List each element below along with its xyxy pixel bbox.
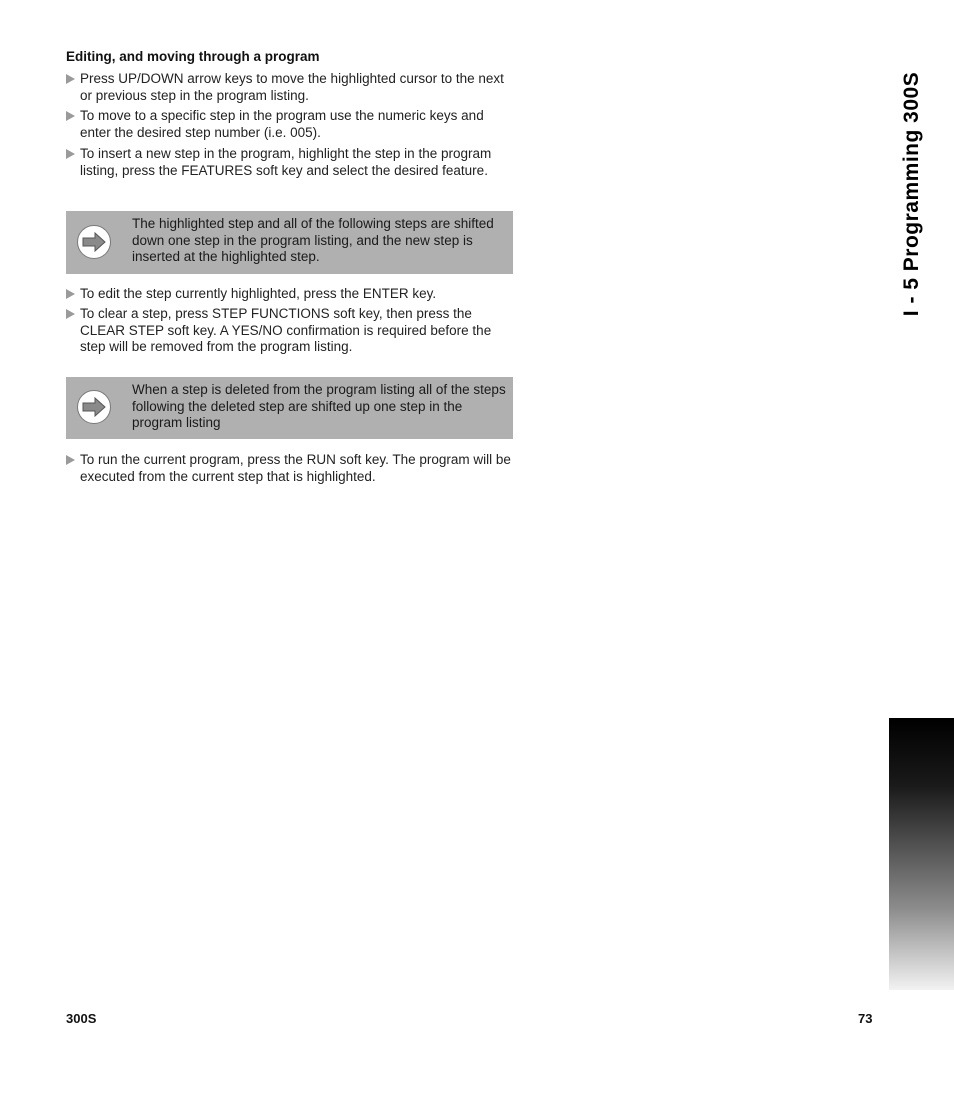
triangle-bullet-icon [66,289,75,299]
list-item: To edit the step currently highlighted, press the ENTER key. [66,286,516,303]
note-text: The highlighted step and all of the following steps are shifted down one step in the program listing, and the new step is inserted at the highlighted step. [132,216,494,264]
triangle-bullet-icon [66,149,75,159]
chapter-side-title: I - 5 Programming 300S [900,71,923,317]
note-text: When a step is deleted from the program listing all of the steps following the deleted step are shifted up one step in the program listing [132,382,506,430]
section-heading: Editing, and moving through a program [66,49,320,64]
note-box [66,211,513,274]
list-item: Press UP/DOWN arrow keys to move the highlighted cursor to the next or previous step in the program listing. [66,71,516,104]
list-item: To insert a new step in the program, highlight the step in the program listing, press the FEATURES soft key and select the desired feature. [66,146,516,179]
triangle-bullet-icon [66,309,75,319]
triangle-bullet-icon [66,111,75,121]
triangle-bullet-icon [66,455,75,465]
list-item: To clear a step, press STEP FUNCTIONS soft key, then press the CLEAR STEP soft key. A YES/NO confirmation is required before the step will be removed from the program listing. [66,306,516,356]
triangle-bullet-icon [66,74,75,84]
note-box [66,377,513,439]
arrow-right-icon [77,390,111,424]
list-item: To move to a specific step in the program use the numeric keys and enter the desired step number (i.e. 005). [66,108,516,141]
chapter-tab [889,718,954,990]
page-number: 73 [858,1011,873,1026]
footer-doc-name: 300S [66,1011,97,1026]
list-item: To run the current program, press the RUN soft key. The program will be executed from the current step that is highlighted. [66,452,516,485]
arrow-right-icon [77,225,111,259]
